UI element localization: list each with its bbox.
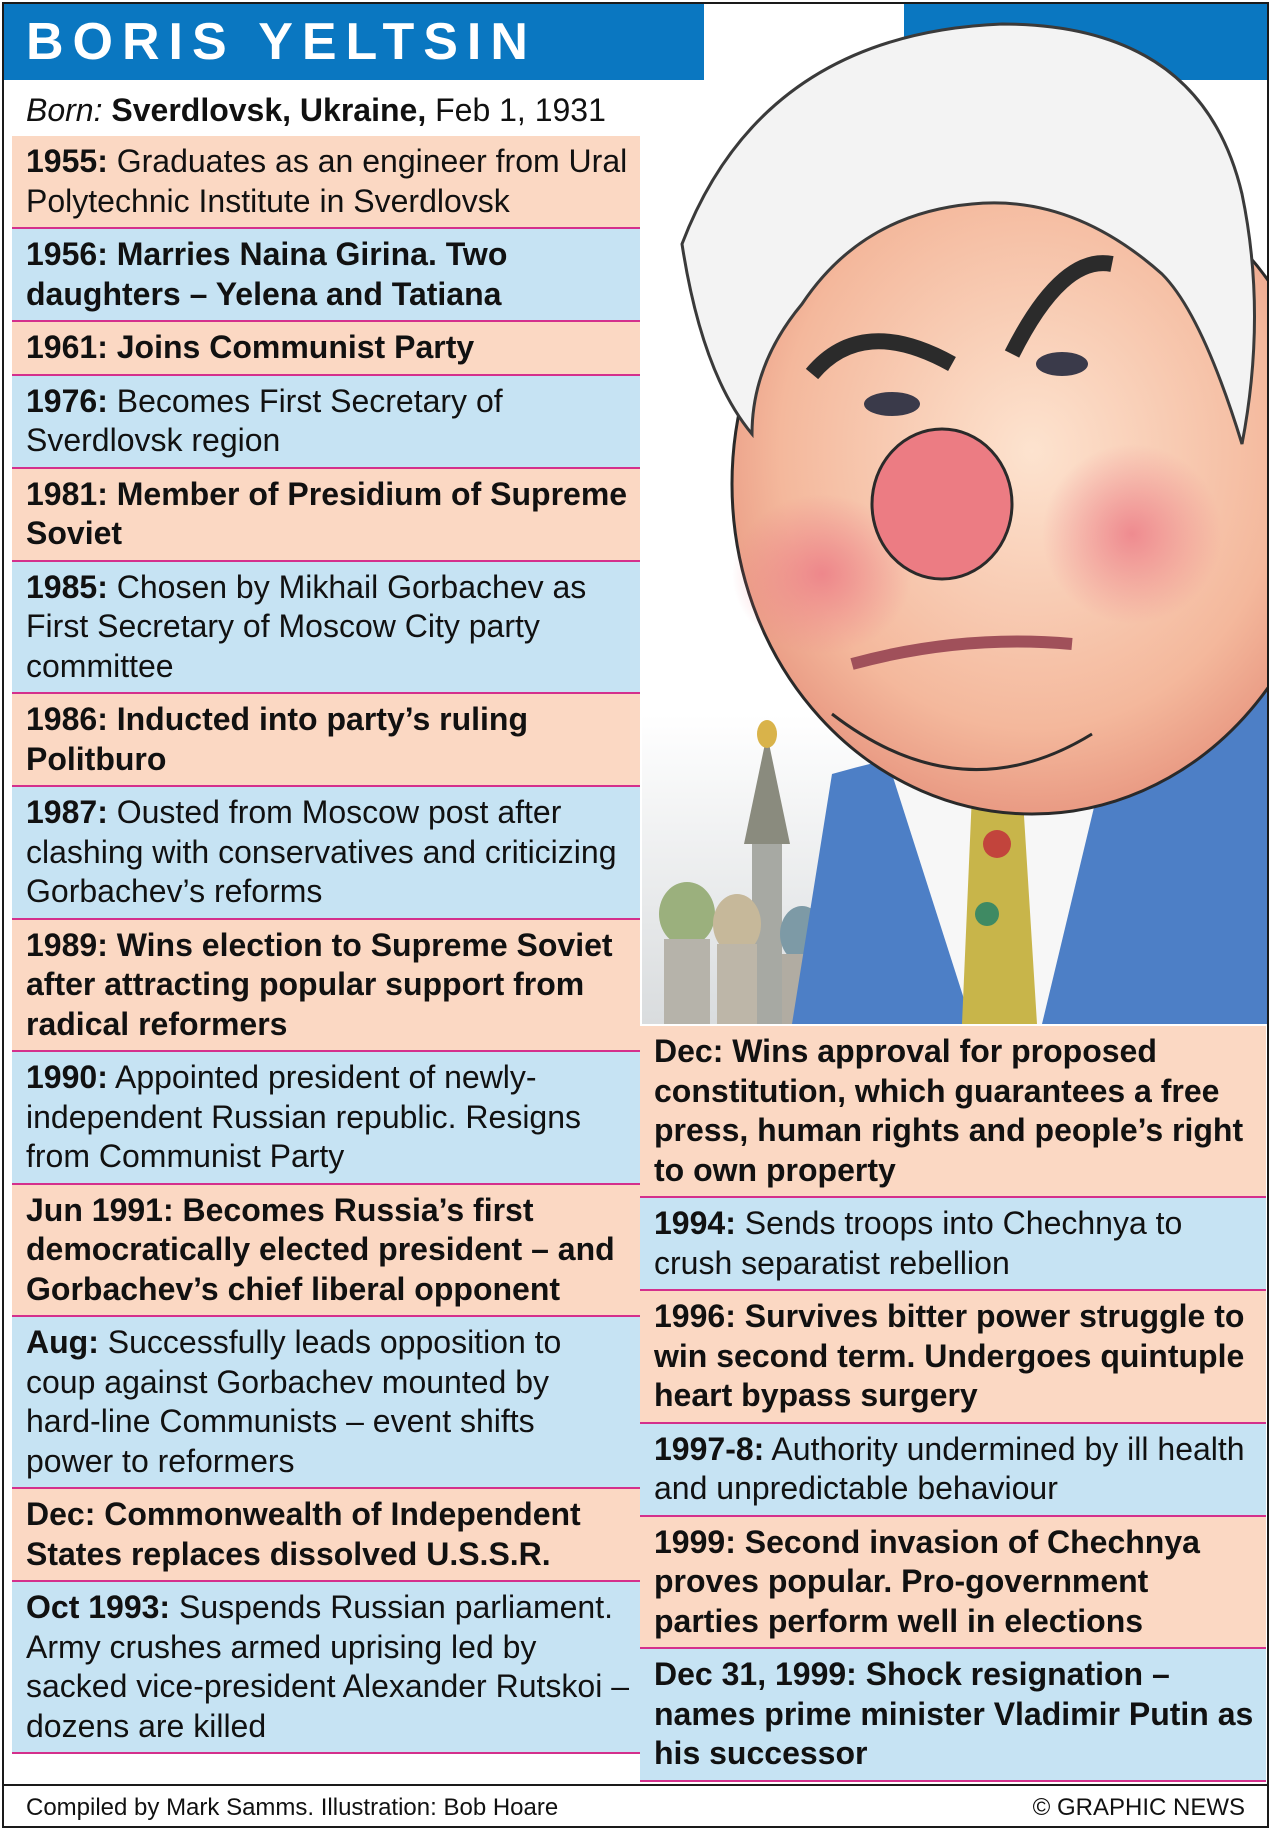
entry-text: Wins election to Supreme Soviet after attracting popular support from radical reformers	[26, 926, 613, 1042]
infographic	[2, 2, 1269, 1828]
entry-text: Successfully leads opposition to coup against Gorbachev mounted by hard-line Communists – event shifts power to reformers	[26, 1324, 562, 1479]
timeline-entry	[12, 136, 640, 229]
timeline-entry	[12, 1185, 640, 1318]
timeline-right-column	[640, 1026, 1266, 1782]
born-line	[26, 92, 606, 129]
timeline-entry	[640, 1198, 1266, 1291]
entry-text: Ousted from Moscow post after clashing with conservatives and criticizing Gorbachev’s reforms	[26, 794, 617, 909]
copyright: © GRAPHIC NEWS	[1032, 1794, 1245, 1821]
timeline-entry	[12, 920, 640, 1053]
timeline-entry	[640, 1026, 1266, 1198]
born-date: Feb 1, 1931	[435, 92, 606, 128]
entry-date: Oct 1993:	[26, 1589, 171, 1625]
entry-text: Wins approval for proposed constitution, which guarantees a free press, human rights and people’s right to own property	[654, 1033, 1244, 1188]
entry-date: 1989:	[26, 926, 108, 963]
entry-text: Authority undermined by ill health and unpredictable behaviour	[654, 1430, 1245, 1506]
timeline-entry	[12, 229, 640, 322]
entry-text: Survives bitter power struggle to win second term. Undergoes quintuple heart bypass surgery	[654, 1298, 1245, 1413]
entry-text: Appointed president of newly-independent Russian republic. Resigns from Communist Party	[26, 1059, 582, 1174]
entry-text: Becomes First Secretary of Sverdlovsk region	[26, 382, 503, 458]
entry-text: Member of Presidium of Supreme Soviet	[26, 475, 628, 551]
entry-text: Sends troops into Chechnya to crush separatist rebellion	[654, 1205, 1183, 1281]
entry-date: Jun 1991:	[26, 1191, 174, 1228]
entry-date: 1956:	[26, 236, 108, 272]
entry-text: Chosen by Mikhail Gorbachev as First Secretary of Moscow City party committee	[26, 568, 587, 684]
nose-illustration	[872, 429, 1012, 579]
credit-line: Compiled by Mark Samms. Illustration: Bob Hoare	[26, 1794, 559, 1821]
entry-date: 1990:	[26, 1059, 108, 1095]
timeline-entry	[12, 1052, 640, 1185]
entry-date: Dec 31, 1999:	[654, 1656, 857, 1692]
entry-date: 1994:	[654, 1205, 736, 1241]
entry-date: 1955:	[26, 143, 108, 179]
timeline-entry	[12, 694, 640, 787]
timeline-entry	[12, 787, 640, 920]
entry-date: Aug:	[26, 1324, 99, 1360]
entry-date: 1986:	[26, 701, 108, 737]
entry-date: 1999:	[654, 1523, 736, 1560]
page-title: BORIS YELTSIN	[26, 13, 537, 71]
entry-text: Joins Communist Party	[107, 329, 475, 365]
entry-text: Second invasion of Chechnya proves popular. Pro-government parties perform well in elections	[654, 1523, 1200, 1639]
entry-text: Becomes Russia’s first democratically elected president – and Gorbachev’s chief liberal opponent	[26, 1191, 615, 1307]
timeline-entry	[12, 1489, 640, 1582]
timeline-entry	[640, 1291, 1266, 1424]
footer	[4, 1784, 1267, 1828]
entry-text: Inducted into party’s ruling Politburo	[26, 701, 528, 777]
entry-text: Marries Naina Girina. Two daughters – Yelena and Tatiana	[26, 236, 508, 312]
timeline-entry	[640, 1517, 1266, 1650]
timeline-entry	[12, 322, 640, 376]
timeline-entry	[640, 1649, 1266, 1782]
caricature-illustration	[642, 14, 1267, 1024]
timeline-entry	[12, 562, 640, 695]
entry-date: 1987:	[26, 794, 108, 830]
entry-text: Suspends Russian parliament. Army crushes armed uprising led by sacked vice-president Alexander Rutskoi – dozens are killed	[26, 1589, 629, 1744]
born-place: Sverdlovsk, Ukraine,	[111, 92, 427, 128]
timeline-entry	[12, 469, 640, 562]
timeline-entry	[12, 1582, 640, 1754]
timeline-entry	[640, 1424, 1266, 1517]
timeline-entry	[12, 376, 640, 469]
entry-text: Commonwealth of Independent States replaces dissolved U.S.S.R.	[26, 1496, 581, 1572]
entry-date: 1976:	[26, 382, 108, 419]
entry-date: 1981:	[26, 475, 108, 512]
entry-date: 1996:	[654, 1298, 736, 1334]
timeline-left-column	[12, 136, 640, 1754]
entry-text: Shock resignation – names prime minister Vladimir Putin as his successor	[654, 1656, 1254, 1771]
entry-date: 1997-8:	[654, 1430, 765, 1467]
entry-date: Dec:	[26, 1496, 96, 1532]
entry-text: Graduates as an engineer from Ural Polytechnic Institute in Sverdlovsk	[26, 143, 628, 219]
born-label: Born:	[26, 92, 103, 128]
entry-date: 1985:	[26, 568, 108, 605]
entry-date: Dec:	[654, 1033, 724, 1069]
entry-date: 1961:	[26, 329, 108, 365]
timeline-entry	[12, 1317, 640, 1489]
